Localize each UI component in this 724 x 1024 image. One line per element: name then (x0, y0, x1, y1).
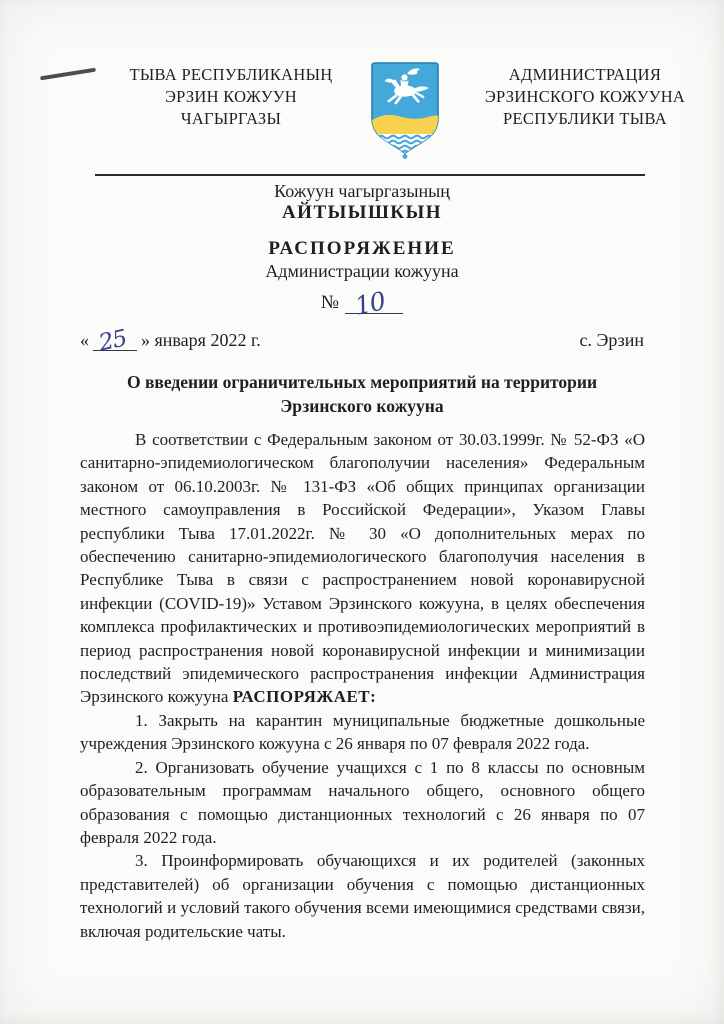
scan-pen-mark (40, 68, 96, 81)
org-name-russian (462, 64, 708, 130)
handwritten-day: 25 (96, 325, 129, 357)
decree-word: РАСПОРЯЖАЕТ: (232, 687, 377, 707)
handwritten-number: 10 (352, 286, 388, 321)
decree-item-2: 2. Организовать обучение учащихся с 1 по 8 классы по основным образовательным программам начального общего, основного общего образования с помощью дистанционных технологий с 26 января по 07 февраля 2022 года. (80, 757, 645, 847)
date-blank-line (93, 325, 137, 357)
org-name-tuvan-line3: ЧАГЫРГАЗЫ (180, 109, 282, 128)
decree-item-1: 1. Закрыть на карантин муниципальные бюджетные дошкольные учреждения Эрзинского кожууна с 26 января по 07 февраля 2022 года. (80, 710, 645, 754)
date-close-quote: » (141, 330, 150, 350)
date-month-year: января 2022 г. (154, 330, 261, 350)
org-name-russian-line3: РЕСПУБЛИКИ ТЫВА (503, 109, 667, 128)
document-number-line (0, 286, 724, 321)
heading-type-tuvan: АЙТЫЫШКЫН (281, 202, 443, 223)
preamble-text: В соответствии с Федеральным законом от 30.03.1999г. № 52-ФЗ «О санитарно-эпидемиологическом благополучии населения» Федеральным законом от 06.10.2003г. № 131-ФЗ «Об общих принципах организации местного самоуправления в Российской Федерации», Указом Главы республики Тыва 17.01.2022г. № 30 «О дополнительных мерах по обеспечению санитарно-эпидемиологического благополучия населения в Республике Тыва в связи с распространением новой коронавирусной инфекции (COVID-19)» Уставом Эрзинского кожууна, в целях обеспечения комплекса профилактических и противоэпидемиологических мероприятий в период распространения новой коронавирусной инфекции и минимизации последствий эпидемического распространения инфекции Администрация Эрзинского кожууна (80, 430, 645, 707)
document-body (80, 428, 645, 943)
heading-type-russian: РАСПОРЯЖЕНИЕ (268, 238, 456, 259)
header-divider (95, 174, 645, 176)
date-line (80, 325, 644, 357)
org-name-russian-line2: ЭРЗИНСКОГО КОЖУУНА (484, 87, 686, 106)
number-blank-line (345, 286, 403, 321)
org-name-tuvan-line1: ТЫВА РЕСПУБЛИКАНЫҢ (129, 65, 333, 84)
coat-of-arms-icon (368, 60, 442, 162)
document-place: с. Эрзин (579, 330, 644, 350)
document-subject-title: О введении ограничительных мероприятий на территории Эрзинского кожууна (126, 372, 598, 416)
preamble-paragraph (80, 428, 645, 709)
date-open-quote: « (80, 330, 89, 350)
org-name-russian-line1: АДМИНИСТРАЦИЯ (508, 65, 662, 84)
heading-org-russian: Администрации кожууна (265, 261, 459, 281)
org-name-tuvan (108, 64, 354, 130)
number-sign: № (320, 292, 340, 313)
org-name-tuvan-line2: ЭРЗИН КОЖУУН (164, 87, 298, 106)
decree-item-3: 3. Проинформировать обучающихся и их родителей (законных представителей) об организации обучения с помощью дистанционных технологий и условий такого обучения всеми имеющимися средствами связи, включая родительские чаты. (80, 851, 645, 941)
date-left (80, 325, 261, 357)
heading-org-tuvan: Кожуун чагыргазының (274, 181, 450, 201)
